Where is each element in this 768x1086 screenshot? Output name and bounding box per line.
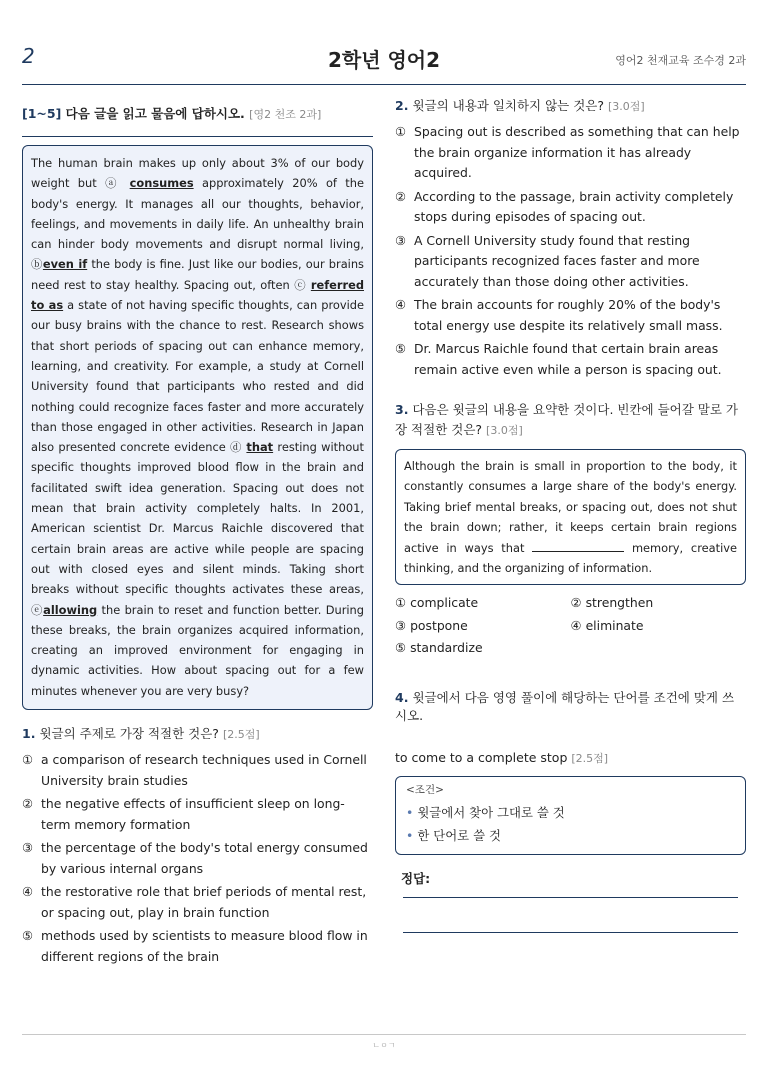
question-3-options xyxy=(395,593,746,658)
option-text: eliminate xyxy=(585,617,644,633)
q2-option-4[interactable] xyxy=(395,295,746,336)
option-number: ① xyxy=(22,752,34,768)
passage-text: the brain to reset and function better. During these breaks, the brain organizes acquired information, creating an improved environment for engaging in dynamic activities. How about spacing out for a few minutes whenever you are very busy? xyxy=(31,602,364,698)
passage-text: the body is fine. Just like our bodies, our brains need rest to stay healthy. Spacing out, often xyxy=(31,257,364,292)
underlined-word-b: even if xyxy=(42,257,88,272)
bullet-icon: • xyxy=(406,804,414,820)
q2-option-2[interactable] xyxy=(395,187,746,228)
option-text: postpone xyxy=(410,617,468,633)
q1-option-2[interactable] xyxy=(22,794,373,835)
q3-option-4[interactable] xyxy=(571,616,747,636)
question-1-options xyxy=(22,750,373,967)
right-column xyxy=(395,96,746,933)
question-1 xyxy=(22,724,373,742)
header-divider xyxy=(22,84,746,85)
option-number: ④ xyxy=(570,617,582,633)
question-number: 4. xyxy=(395,689,409,705)
marker-a: ⓐ xyxy=(105,176,122,191)
definition-line xyxy=(395,750,746,766)
option-number: ④ xyxy=(395,297,407,312)
option-number: ⑤ xyxy=(395,341,407,356)
passage-text: resting without specific thoughts improved blood flow in the brain and facilitated swift idea generation. Spacing out does not mean that brain activity completely halts. In 2001, American scientist Dr. Marcus Raichle discovered that certain brain areas are active while people are spacing out with closed eyes and silent minds. Taking short breaks without specific thoughts activates these areas, xyxy=(31,440,364,597)
underlined-word-a: consumes xyxy=(129,176,194,191)
definition-text: to come to a complete stop xyxy=(395,749,568,765)
option-text: strengthen xyxy=(585,595,654,611)
marker-e: ⓔ xyxy=(31,602,44,617)
passage-text: a state of not having specific thoughts, can provide our busy brains with the chance to rest. Research shows that short periods of spacing out can enhance memory, learning, and creativity. For example, a study at Cornell University found that participants who rested and did nothing could recognize faces faster and more accurately than those engaged in other activities. Research in Japan also presented concrete evidence xyxy=(31,298,364,455)
q1-option-5[interactable] xyxy=(22,926,373,967)
option-text: The brain accounts for roughly 20% of the body's total energy use despite its relatively small mass. xyxy=(414,297,723,333)
option-text: complicate xyxy=(410,595,479,611)
option-number: ④ xyxy=(22,884,34,900)
summary-text: memory, creative thinking, and the organizing of information. xyxy=(404,540,737,576)
option-text: the restorative role that brief periods of mental rest, or spacing out, play in brain function xyxy=(41,884,367,920)
bullet-icon: • xyxy=(406,827,414,843)
passage-text: approximately 20% of the body's energy. It manages all our thoughts, behavior, feelings, and movements in daily life. An unhealthy brain can hinder body movements and disrupt normal living, xyxy=(31,176,364,252)
question-2-options xyxy=(395,122,746,380)
question-points: [3.0점] xyxy=(486,424,523,437)
option-number: ① xyxy=(395,124,407,139)
q1-option-4[interactable] xyxy=(22,882,373,923)
underlined-word-c: referred to as xyxy=(31,277,364,313)
q3-option-5[interactable] xyxy=(395,638,571,658)
q3-option-1[interactable] xyxy=(395,593,571,613)
condition-text: 윗글에서 찾아 그대로 쓸 것 xyxy=(417,804,565,820)
summary-text: Although the brain is small in proportion to the body, it constantly consumes a large share of the body's energy. Taking brief mental breaks, or spacing out, does not shut the brain down; rather, it keeps certain brain regions active in ways that xyxy=(404,459,737,555)
option-text: According to the passage, brain activity completely stops during episodes of spacing out. xyxy=(414,188,734,224)
q3-option-2[interactable] xyxy=(571,593,747,613)
underlined-word-d: that xyxy=(246,440,274,455)
option-number: ⑤ xyxy=(395,640,407,656)
option-number: ② xyxy=(395,188,407,204)
option-text: the negative effects of insufficient sleep on long-term memory formation xyxy=(41,796,345,832)
question-number: 3. xyxy=(395,402,409,417)
footer-divider xyxy=(22,1034,746,1035)
option-text: Dr. Marcus Raichle found that certain brain areas remain active even while a person is spacing out. xyxy=(414,341,722,377)
condition-item xyxy=(406,801,735,824)
question-text: 다음은 윗글의 내용을 요약한 것이다. 빈칸에 들어갈 말로 가장 적절한 것은? xyxy=(395,402,738,437)
summary-blank xyxy=(532,539,624,552)
option-text: a comparison of research techniques used in Cornell University brain studies xyxy=(41,752,367,788)
question-range: [1~5] xyxy=(22,106,62,121)
subject-label: 영어2 천재교육 조수경 2과 xyxy=(615,54,746,67)
answer-line-2[interactable] xyxy=(403,932,738,933)
q3-option-3[interactable] xyxy=(395,616,571,636)
option-number: ③ xyxy=(22,840,34,856)
reading-passage xyxy=(22,145,373,710)
conditions-box xyxy=(395,776,746,855)
instruction-text: 다음 글을 읽고 물음에 답하시오. xyxy=(65,106,245,121)
summary-box xyxy=(395,449,746,585)
condition-text: 한 단어로 쓸 것 xyxy=(417,827,501,843)
q1-option-1[interactable] xyxy=(22,750,373,791)
question-2 xyxy=(395,96,746,114)
option-number: ③ xyxy=(395,232,407,248)
question-text: 윗글에서 다음 영영 풀이에 해당하는 단어를 조건에 맞게 쓰시오. xyxy=(395,689,735,723)
option-text: the percentage of the body's total energy consumed by various internal organs xyxy=(41,840,368,876)
instruction-divider xyxy=(22,136,373,137)
option-text: A Cornell University study found that resting participants recognized faces faster and more accurately than those doing other activities. xyxy=(414,232,700,289)
q2-option-3[interactable] xyxy=(395,231,746,293)
question-points: [3.0점] xyxy=(608,100,645,113)
instruction xyxy=(22,104,373,122)
option-number: ② xyxy=(22,796,34,812)
question-3 xyxy=(395,400,746,441)
option-text: standardize xyxy=(410,640,483,656)
question-points: [2.5점] xyxy=(571,751,609,765)
question-text: 윗글의 주제로 가장 적절한 것은? xyxy=(39,726,219,742)
question-4 xyxy=(395,688,746,724)
q2-option-1[interactable] xyxy=(395,122,746,184)
q2-option-5[interactable] xyxy=(395,339,746,380)
page-number: 2 xyxy=(22,44,35,68)
answer-line-1[interactable] xyxy=(403,897,738,898)
marker-d: ⓓ xyxy=(230,440,243,455)
option-number: ⑤ xyxy=(22,928,34,944)
answer-label: 정답: xyxy=(401,870,431,886)
q1-option-3[interactable] xyxy=(22,838,373,879)
page-title: 2학년 영어2 xyxy=(327,48,441,72)
option-text: methods used by scientists to measure blood flow in different regions of the brain xyxy=(41,928,368,964)
passage-text: The human brain makes up only about 3% of our body weight but xyxy=(31,156,364,191)
question-points: [2.5점] xyxy=(222,728,260,742)
left-column xyxy=(22,104,373,970)
marker-b: ⓑ xyxy=(31,257,43,272)
underlined-word-e: allowing xyxy=(43,602,98,617)
instruction-source: [영2 천조 2과] xyxy=(249,108,322,121)
question-number: 2. xyxy=(395,98,409,113)
conditions-title: <조건> xyxy=(406,783,444,796)
option-number: ② xyxy=(570,595,582,611)
question-text: 윗글의 내용과 일치하지 않는 것은? xyxy=(412,98,605,113)
option-number: ③ xyxy=(395,617,407,633)
marker-c: ⓒ xyxy=(294,277,307,292)
option-number: ① xyxy=(395,595,407,611)
condition-item xyxy=(406,824,735,847)
option-text: Spacing out is described as something that can help the brain organize information it has already acquired. xyxy=(414,124,740,180)
footer-mark: ㄴㅇㄱ xyxy=(372,1041,396,1050)
question-number: 1. xyxy=(22,726,36,742)
